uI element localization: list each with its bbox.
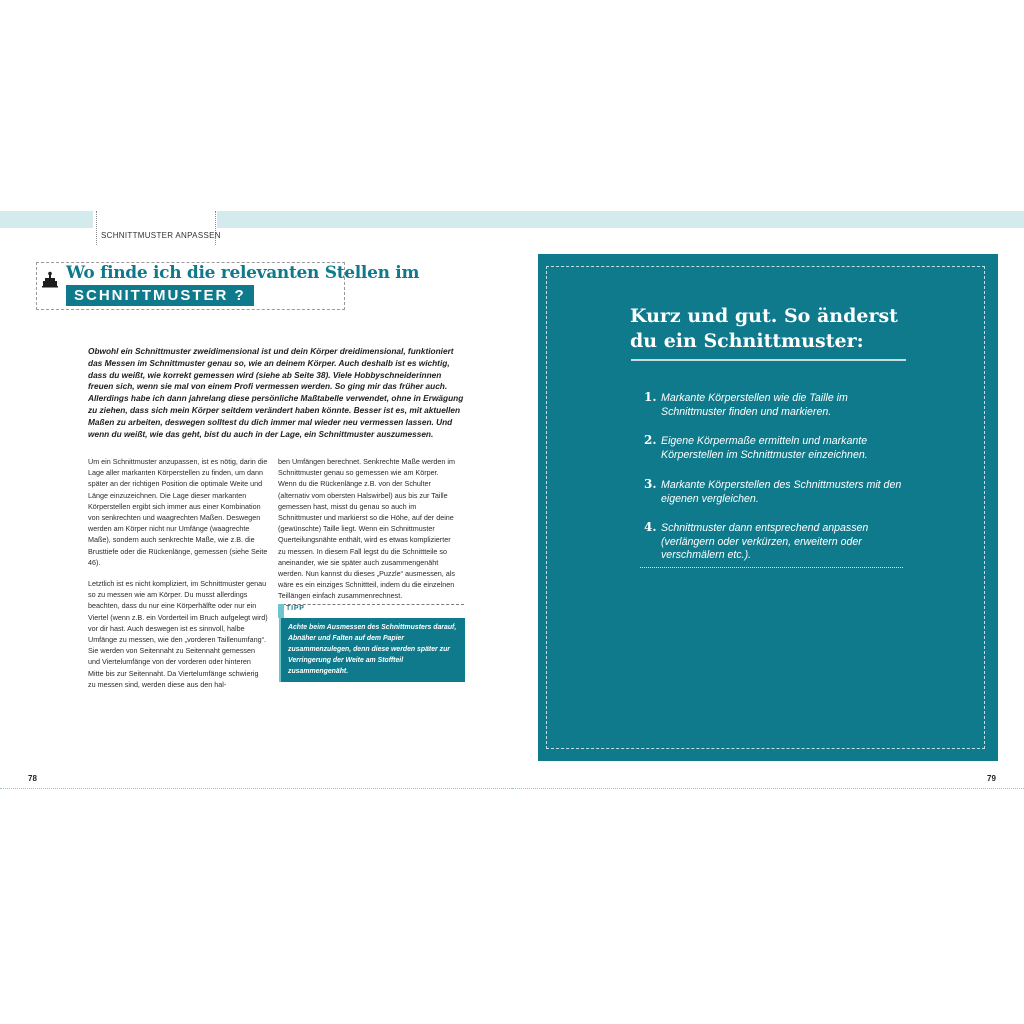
intro-paragraph: Obwohl ein Schnittmuster zweidimensional ist und dein Körper dreidimensional, funktioniert das Messen im Schnittmuster genau so, wie an deinem Körper. Auch deshalb ist es wichtig, dass du weißt, wie korrekt gemessen wird (siehe ab Seite 38). Viele Hobbyschneiderinnen freuen sich, wenn sie mal von einem Profi vermessen werden. So ging mir das früher auch. Allerdings habe ich dann jahrelang diese persönliche Maßtabelle verwendet, ohne in Erwägung zu ziehen, dass sich mein Körper seitdem verändert haben könnte. Besser ist es, mit aktuellen Maßen zu arbeiten, deswegen solltest du dich immer mal wieder neu vermessen lassen. Und wenn du weißt, wie das geht, bist du auch in der Lage, ein Schnittmuster auszumessen. bbox=[88, 346, 464, 439]
header-band-left bbox=[0, 211, 93, 228]
body-paragraph: Letztlich ist es nicht kompliziert, im Schnittmuster genau so zu messen wie am Körper. Du musst allerdings beachten, dass du nur eine Körperhälfte oder nur ein Viertel (wenn z.B. ein Vorderteil im Bruch aufgelegt wird) vor dir hast. Auch deswegen ist es sinnvoll, halbe Umfänge zu messen, wie den „vorderen Taillenumfang“. Sie werden von Seitennaht zu Seitennaht gemessen und Viertelumfänge von der vorderen oder hinteren Mitte bis zur Seitennaht. Da Viertelumfänge schwierig zu messen sind, werden diese aus den hal- bbox=[88, 579, 268, 689]
section-title-highlight: SCHNITTMUSTER ? bbox=[66, 285, 254, 306]
header-band-right bbox=[217, 211, 1024, 228]
page-number-right: 79 bbox=[987, 774, 996, 783]
step-number: 1. bbox=[644, 390, 657, 404]
body-paragraph: Um ein Schnittmuster anzupassen, ist es nötig, darin die Lage aller markanten Körperstellen zu finden, um dann später an der richtigen Position die optimale Weite und Länge einzuzeichnen. Die Lage dieser markanten Körperstellen ergibt sich immer aus einer Kombination von senkrechten und waagrechten Maßen. Deswegen werden am Körper nicht nur Umfänge (waagrechte Maße), sondern auch senkrechte Maße, wie z.B. die Brusttiefe oder die Rückenlänge, gemessen (siehe Seite 46). bbox=[88, 457, 268, 567]
body-paragraph: ben Umfängen berechnet. Senkrechte Maße werden im Schnittmuster genau so gemessen wie am Körper. Wenn du die Rückenlänge z.B. von der Schulter (alternativ vom obersten Halswirbel) aus bis zur Taille gemessen hast, misst du genau so auch im Schnittmuster und markierst so die Höhe, auf der deine (gewünschte) Taille liegt. Wenn ein Schnittmuster Querteilungsnähte enthält, wird es etwas komplizierter zu messen. In diesem Fall legst du die Schnittteile so aneinander, wie sie später auch zusammengenäht werden. Nun kannst du dieses „Puzzle“ ausmessen, als wäre es ein einziges Schnittteil, indem du die einzelnen Teillängen einfach zusammenrechnest. bbox=[278, 457, 455, 601]
body-column-left bbox=[88, 456, 268, 700]
step-number: 4. bbox=[644, 520, 657, 534]
running-head: SCHNITTMUSTER ANPASSEN bbox=[101, 231, 221, 240]
step-text: Eigene Körpermaße ermitteln und markante Körperstellen im Schnittmuster einzeichnen. bbox=[661, 435, 868, 461]
summary-dotted-rule bbox=[640, 567, 903, 568]
step-number: 3. bbox=[644, 477, 657, 491]
section-title: Wo finde ich die relevanten Stellen im bbox=[66, 263, 420, 283]
tip-accent-bar bbox=[278, 604, 284, 618]
step-text: Schnittmuster dann entsprechend anpassen (verlängern oder verkürzen, erweitern oder verschmälern etc.). bbox=[661, 522, 869, 561]
body-column-right bbox=[278, 456, 458, 612]
tip-header-rule bbox=[278, 604, 464, 617]
footer-rule-left bbox=[0, 788, 512, 789]
step-text: Markante Körperstellen wie die Taille im Schnittmuster finden und markieren. bbox=[661, 392, 848, 418]
tip-text: Achte beim Ausmessen des Schnittmusters darauf, Abnäher und Falten auf dem Papier zusammenzulegen, denn diese werden später zur Verringerung der Weite am Stoffteil zusammengenäht. bbox=[288, 624, 457, 675]
footer-rule-right bbox=[512, 788, 1024, 789]
step-text: Markante Körperstellen des Schnittmusters mit den eigenen vergleichen. bbox=[661, 479, 902, 505]
summary-title-rule bbox=[631, 359, 906, 361]
sewing-machine-icon bbox=[40, 270, 60, 290]
summary-title: Kurz und gut. So änderst du ein Schnittmuster: bbox=[630, 305, 898, 352]
tip-label: TIPP bbox=[286, 605, 305, 612]
page-number-left: 78 bbox=[28, 774, 37, 783]
step-number: 2. bbox=[644, 433, 657, 447]
